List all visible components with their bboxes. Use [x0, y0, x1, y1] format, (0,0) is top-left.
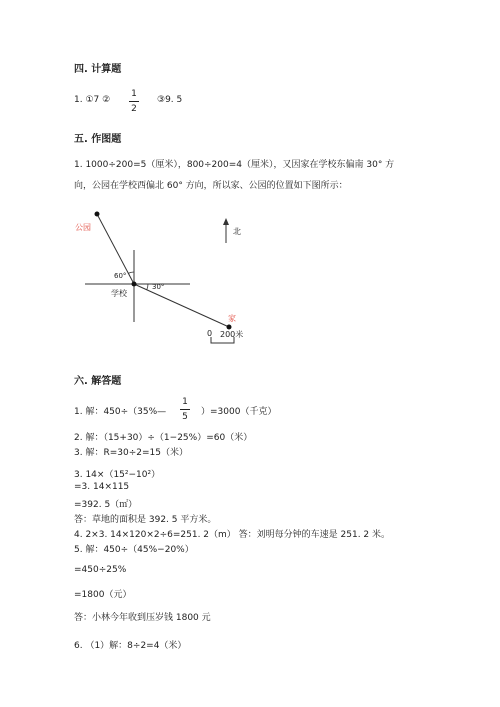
park-point — [95, 212, 100, 217]
home-direction-line — [134, 284, 229, 327]
section-6-q2: 2. 解：（15+30）÷（1−25%）=60（米） — [74, 433, 253, 443]
section-6-q1-prefix: 1. 解：450÷（35%— — [74, 407, 167, 417]
section-6-q3-line-2: 3. 14×（15²−10²） — [74, 470, 161, 480]
fraction-bar — [180, 409, 190, 410]
scale-zero-label: 0 — [207, 329, 213, 338]
school-point — [132, 282, 137, 287]
section-5-line-1: 1. 1000÷200=5（厘米），800÷200=4（厘米），又因家在学校东偏南 30° 方 — [74, 160, 395, 170]
section-5-title: 五. 作图题 — [74, 134, 122, 145]
section-6-q3-line-3: =3. 14×115 — [74, 482, 130, 492]
angle-60-arc — [128, 272, 134, 274]
section-6-q5-line-1: 5. 解：450÷（45%−20%） — [74, 545, 194, 555]
section-6-q5-line-2: =450÷25% — [74, 565, 127, 575]
scale-distance-label: 200米 — [220, 330, 244, 339]
section-5-line-2: 向，公园在学校西偏北 60° 方向，所以家、公园的位置如下图所示： — [74, 181, 348, 191]
section-6-q3-line-1: 3. 解：R=30÷2=15（米） — [74, 448, 188, 458]
angle-30-arc — [147, 284, 148, 290]
section-6-q5-line-3: =1800（元） — [74, 590, 132, 600]
school-label: 学校 — [111, 289, 127, 298]
fraction-denominator: 5 — [182, 412, 188, 422]
section-6-q5-answer: 答：小林今年收到压岁钱 1800 元 — [74, 613, 211, 623]
park-label: 公园 — [75, 223, 91, 232]
north-arrow-icon — [223, 218, 229, 225]
north-label: 北 — [233, 227, 241, 236]
section-6-q3-line-4: =392. 5（㎡） — [74, 500, 138, 510]
section-6-q4: 4. 2×3. 14×120×2÷6=251. 2（m） 答：刘明每分钟的车速是 251. 2 米。 — [74, 530, 391, 540]
fraction-denominator: 2 — [131, 104, 137, 114]
fraction-numerator: 1 — [182, 397, 188, 407]
section-6-q6: 6. （1）解：8÷2=4（米） — [74, 641, 187, 651]
section-6-title: 六. 解答题 — [74, 376, 122, 387]
angle-60-label: 60° — [114, 272, 127, 280]
section-6-fraction — [180, 397, 190, 422]
fraction-numerator: 1 — [131, 89, 137, 99]
section-4-title: 四. 计算题 — [74, 64, 122, 75]
angle-30-label: 30° — [152, 283, 165, 291]
section-6-q3-answer: 答：草地的面积是 392. 5 平方米。 — [74, 515, 217, 525]
section-4-q1-suffix: ③9. 5 — [157, 95, 183, 105]
section-4-q1-prefix: 1. ①7 ② — [74, 95, 111, 105]
home-label: 家 — [228, 314, 236, 323]
section-6-q1-suffix: ）=3000（千克） — [201, 407, 277, 417]
